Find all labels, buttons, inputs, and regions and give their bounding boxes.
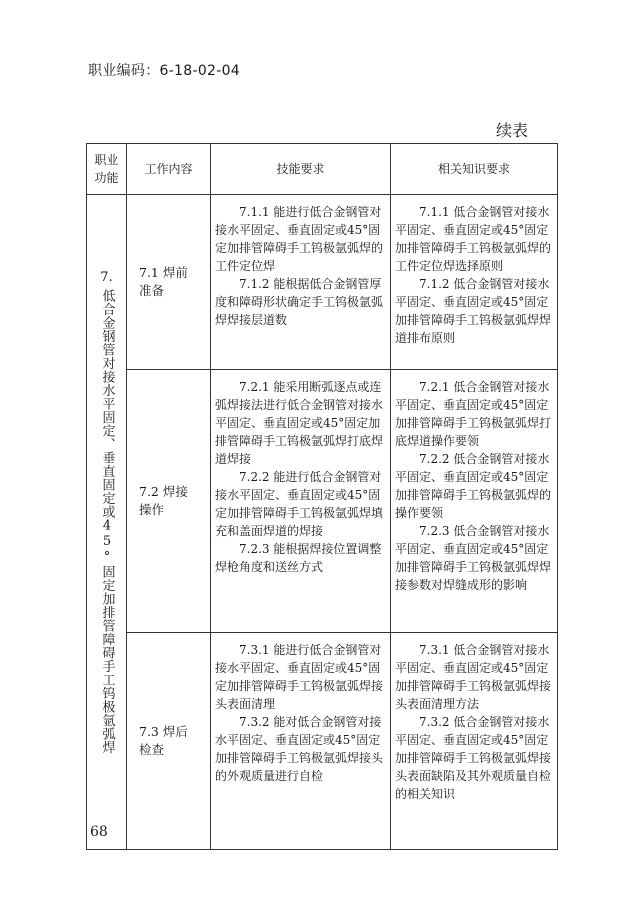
knowledge-cell — [391, 195, 558, 370]
knowledge-cell — [391, 633, 558, 850]
header-knowledge: 相关知识要求 — [391, 144, 558, 195]
knowledge-item: 7.2.2 低合金钢管对接水平固定、垂直固定或45°固定加排管障碍手工钨极氩弧焊的操作要领 — [395, 452, 552, 520]
skill-item: 7.2.1 能采用断弧逐点或连弧焊接法进行低合金钢管对接水平固定、垂直固定或45°固定加排管障碍手工钨极氩弧焊打底焊道焊接 — [215, 380, 384, 466]
table-row — [87, 195, 558, 370]
knowledge-item: 7.1.1 低合金钢管对接水平固定、垂直固定或45°固定加排管障碍手工钨极氩弧焊的工件定位焊选择原则 — [395, 205, 552, 273]
work-line2: 检查 — [139, 742, 165, 757]
header-work: 工作内容 — [127, 144, 211, 195]
knowledge-item: 7.3.1 低合金钢管对接水平固定、垂直固定或45°固定加排管障碍手工钨极氩弧焊接头表面清理方法 — [395, 643, 552, 711]
work-cell — [127, 195, 211, 370]
function-cell — [87, 195, 127, 850]
work-line2: 操作 — [139, 502, 165, 517]
function-number: 7. — [100, 270, 113, 285]
knowledge-item: 7.2.3 低合金钢管对接水平固定、垂直固定或45°固定加排管障碍手工钨极氩弧焊焊接参数对焊缝成形的影响 — [395, 524, 552, 592]
skills-cell — [211, 370, 391, 633]
work-line2: 准备 — [139, 283, 165, 298]
skill-item: 7.1.2 能根据低合金钢管厚度和障碍形状确定手工钨极氩弧焊焊接层道数 — [215, 277, 384, 327]
knowledge-item: 7.2.1 低合金钢管对接水平固定、垂直固定或45°固定加排管障碍手工钨极氩弧焊打底焊道操作要领 — [395, 380, 552, 448]
skill-item: 7.2.3 能根据焊接位置调整焊枪角度和送丝方式 — [215, 542, 382, 574]
skills-cell — [211, 633, 391, 850]
table-row — [87, 633, 558, 850]
knowledge-item: 7.3.2 低合金钢管对接水平固定、垂直固定或45°固定加排管障碍手工钨极氩弧焊接头表面缺陷及其外观质量自检的相关知识 — [395, 715, 552, 801]
skills-table — [86, 143, 558, 850]
skills-cell — [211, 195, 391, 370]
job-code: 职业编码：6-18-02-04 — [88, 63, 241, 79]
knowledge-item: 7.1.2 低合金钢管对接水平固定、垂直固定或45°固定加排管障碍手工钨极氩弧焊焊道排布原则 — [395, 277, 552, 345]
knowledge-cell — [391, 370, 558, 633]
function-title: 低合金钢管对接水平固定、垂直固定或45°固定加排管障碍手工钨极氩弧焊 — [99, 289, 115, 754]
work-line1: 7.3 焊后 — [139, 724, 188, 739]
work-line1: 7.2 焊接 — [139, 484, 188, 499]
continued-label: 续表 — [496, 121, 529, 140]
skill-item: 7.3.1 能进行低合金钢管对接水平固定、垂直固定或45°固定加排管障碍手工钨极氩弧焊接头表面清理 — [215, 643, 384, 711]
work-line1: 7.1 焊前 — [139, 265, 188, 280]
skill-item: 7.1.1 能进行低合金钢管对接水平固定、垂直固定或45°固定加排管障碍手工钨极氩弧焊的工件定位焊 — [215, 205, 384, 273]
work-cell — [127, 633, 211, 850]
skill-item: 7.2.2 能进行低合金钢管对接水平固定、垂直固定或45°固定加排管障碍手工钨极氩弧焊填充和盖面焊道的焊接 — [215, 470, 384, 538]
header-row — [87, 144, 558, 195]
work-cell — [127, 370, 211, 633]
page-number: 68 — [90, 824, 108, 840]
table-row — [87, 370, 558, 633]
skill-item: 7.3.2 能对低合金钢管对接水平固定、垂直固定或45°固定加排管障碍手工钨极氩弧焊接头的外观质量进行自检 — [215, 715, 384, 783]
header-function — [87, 144, 127, 195]
header-function-line1: 职业 — [94, 153, 119, 167]
header-function-line2: 功能 — [94, 171, 119, 185]
header-skills: 技能要求 — [211, 144, 391, 195]
